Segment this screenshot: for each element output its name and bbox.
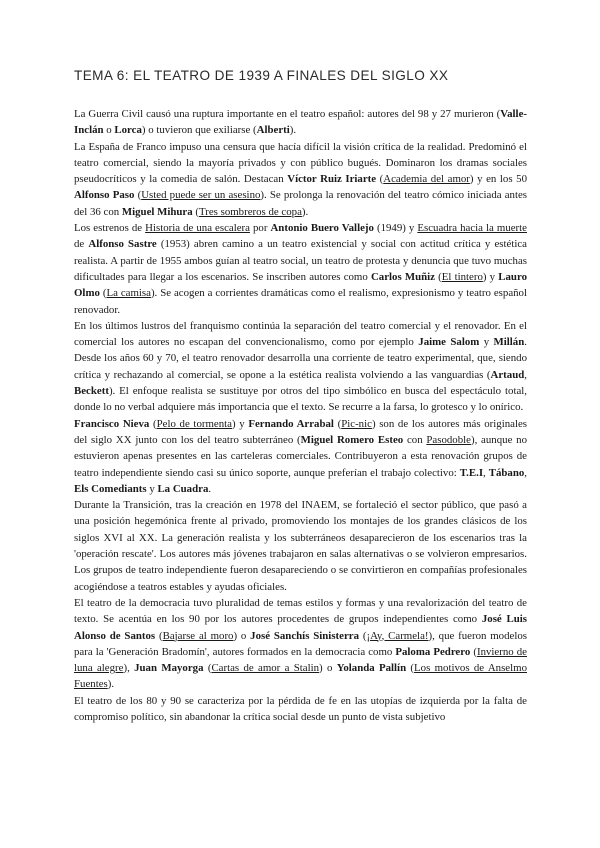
author-name: José Sanchís Sinisterra bbox=[250, 629, 360, 642]
text-run: ). El enfoque realista se sustituye por otros del tipo simbólico en busca del espectáculo total, donde lo no verbal adquiere más importancia que el texto. Se recurre a la farsa, lo grotesco y lo onírico. bbox=[74, 385, 527, 414]
work-title: Pelo de tormenta bbox=[156, 417, 232, 430]
work-title: Tres sombreros de copa bbox=[199, 205, 302, 218]
text-run: ( bbox=[149, 417, 157, 430]
author-name: Millán bbox=[493, 336, 525, 349]
text-run: y bbox=[479, 336, 494, 349]
text-run: ). Se acogen a corrientes dramáticas como el realismo, expresionismo y teatro español renovador. bbox=[74, 287, 527, 316]
author-name: Lorca bbox=[114, 124, 142, 137]
text-run: ). bbox=[301, 205, 309, 218]
text-run: ( bbox=[470, 645, 477, 658]
text-run: ( bbox=[406, 662, 415, 675]
work-title: La camisa bbox=[106, 287, 151, 300]
text-run: ). Se prolonga la renovación del teatro cómico iniciada antes del 36 con bbox=[74, 189, 528, 218]
page-title: TEMA 6: EL TEATRO DE 1939 A FINALES DEL SIGLO XX bbox=[74, 68, 449, 83]
group-name: T.E.I bbox=[459, 466, 484, 479]
text-run: En los últimos lustros del franquismo continúa la separación del teatro comercial y el renovador. En el comercial los autores no escapan del convencionalismo, como por ejemplo bbox=[74, 319, 527, 349]
work-title: Los motivos de Anselmo Fuentes bbox=[74, 662, 527, 691]
author-name: Yolanda Pallín bbox=[336, 662, 407, 675]
author-name: Lauro Olmo bbox=[74, 270, 527, 300]
author-name: Francisco Nieva bbox=[74, 417, 150, 430]
text-run: ) y bbox=[231, 417, 249, 430]
paragraph-4 bbox=[74, 318, 527, 416]
text-run: ( bbox=[434, 270, 442, 283]
work-title: Pasodoble bbox=[426, 433, 471, 446]
text-run: ( bbox=[134, 189, 142, 202]
text-run: ( bbox=[192, 205, 199, 218]
text-run: ), bbox=[123, 662, 135, 675]
text-run: ). bbox=[107, 678, 115, 691]
text-run: por bbox=[249, 222, 271, 235]
text-run: . bbox=[208, 482, 212, 495]
work-title: Escuadra hacia la muerte bbox=[417, 222, 527, 235]
work-title: Cartas de amor a Stalin bbox=[211, 662, 320, 675]
text-run: ) o bbox=[319, 662, 337, 675]
text-run: El teatro de los 80 y 90 se caracteriza por la pérdida de fe en las utopías de izquierda por la falta de compromiso político, sin abandonar la crítica social desde un punto de vista subjetivo bbox=[74, 694, 527, 723]
text-run: ( bbox=[203, 662, 212, 675]
text-run: El teatro de la democracia tuvo pluralidad de temas estilos y formas y una revalorización del teatro de texto. Se acentúa en los 90 por los autores procedentes de grupos independientes como bbox=[74, 596, 527, 626]
work-title: Historia de una escalera bbox=[145, 222, 250, 235]
group-name: La Cuadra bbox=[157, 482, 209, 495]
author-name: Juan Mayorga bbox=[134, 662, 204, 675]
text-run: ( bbox=[333, 417, 342, 430]
paragraph-7 bbox=[74, 595, 527, 693]
text-run: ). bbox=[289, 124, 297, 137]
text-run: , bbox=[524, 466, 528, 479]
text-run: , bbox=[483, 466, 489, 479]
text-run: ) o tuvieron que exiliarse ( bbox=[141, 124, 257, 137]
text-run: Los estrenos de bbox=[74, 222, 146, 235]
text-run: ), aunque no estuvieron apenas presentes en las carteleras comerciales. Contribuyeron a esta renovación grupos de teatro independiente siendo casi su único soporte, aunque preferían el trabajo colectivo: bbox=[74, 433, 527, 479]
work-title: El tintero bbox=[441, 270, 483, 283]
document-body bbox=[74, 106, 527, 725]
author-name: Fernando Arrabal bbox=[248, 417, 334, 430]
work-title: Usted puede ser un asesino bbox=[141, 189, 261, 202]
work-title: Invierno de luna alegre bbox=[74, 645, 527, 675]
author-name: Alfonso Sastre bbox=[88, 238, 157, 251]
text-run: con bbox=[403, 433, 427, 446]
paragraph-1 bbox=[74, 106, 527, 139]
author-name: Alberti bbox=[256, 124, 290, 137]
author-name: Miguel Mihura bbox=[121, 205, 193, 218]
paragraph-5 bbox=[74, 416, 527, 497]
text-run: ), que fueron modelos para la 'Generación Bradomín', autores formados en la democracia como bbox=[74, 629, 527, 658]
author-name: Jaime Salom bbox=[418, 336, 480, 349]
paragraph-3 bbox=[74, 220, 527, 318]
work-title: ¡Ay, Carmela! bbox=[366, 629, 429, 642]
text-run: ) y en los 50 bbox=[469, 173, 527, 186]
text-run: ( bbox=[155, 629, 163, 642]
text-run: o bbox=[103, 124, 115, 137]
paragraph-2 bbox=[74, 139, 527, 220]
text-run: ) y bbox=[482, 270, 499, 283]
author-name: Artaud bbox=[490, 368, 525, 381]
text-run: ( bbox=[376, 173, 384, 186]
group-name: Tábano bbox=[488, 466, 525, 479]
paragraph-6 bbox=[74, 497, 527, 595]
text-run: , bbox=[524, 368, 527, 381]
text-run: ( bbox=[99, 287, 107, 300]
work-title: Academia del amor bbox=[383, 173, 470, 186]
text-run: Durante la Transición, tras la creación en 1978 del INAEM, se fortaleció el sector público, que pasó a una posición hegemónica frente al privado, promoviendo los montajes de los grandes clásicos de los siglos XVI al XX. La generación realista y los subterráneos desaparecieron de los escenarios tras la 'operación rescate'. Los autores más jóvenes trabajaron en salas alternativas o se volvieron empresarios. Los grupos de teatro independiente fueron desapareciendo o se convirtieron en compañías profesionales acogiéndose a teatros estables y ayudas oficiales. bbox=[74, 499, 527, 593]
author-name: José Luis Alonso de Santos bbox=[74, 613, 527, 642]
author-name: Antonio Buero Vallejo bbox=[270, 222, 374, 235]
author-name: Valle-Inclán bbox=[74, 108, 527, 137]
text-run: La España de Franco impuso una censura que hacía difícil la visión crítica de la realidad. Predominó el teatro comercial, siendo la mayoría privados y con público bugués. Dominaron los dramas sociales pseudocríticos y la comedia de salón. Destacan bbox=[74, 140, 527, 186]
text-run: (1949) y bbox=[373, 222, 418, 235]
text-run: ( bbox=[359, 629, 367, 642]
group-name: Els Comediants bbox=[74, 482, 147, 495]
author-name: Carlos Muñiz bbox=[370, 270, 435, 283]
text-run: (1953) abren camino a un teatro existencial y social con actitud crítica y estética realista. A partir de 1955 ambos guían al teatro social, un teatro de protesta y denuncia que tuvo muchas dificultades para llegar a los escenarios. Se inscriben autores como bbox=[74, 238, 527, 283]
work-title: Bajarse al moro bbox=[162, 629, 234, 642]
author-name: Miguel Romero Esteo bbox=[300, 433, 404, 446]
author-name: Víctor Ruiz Iriarte bbox=[287, 173, 377, 186]
author-name: Beckett bbox=[74, 385, 109, 398]
work-title: Pic-nic bbox=[341, 417, 372, 430]
paragraph-8 bbox=[74, 693, 527, 726]
text-run: La Guerra Civil causó una ruptura importante en el teatro español: autores del 98 y 27 murieron ( bbox=[74, 108, 501, 120]
text-run: ) o bbox=[233, 629, 251, 642]
text-run: . Desde los años 60 y 70, el teatro renovador desarrolla una corriente de teatro experimental, que, siendo crítica y rechazando al comercial, se opone a la estética realista volviendo a las vanguardias ( bbox=[74, 336, 527, 381]
author-name: Alfonso Paso bbox=[74, 189, 135, 202]
text-run: de bbox=[74, 238, 89, 251]
text-run: ) son de los autores más originales del siglo XX junto con los del teatro subterráneo ( bbox=[74, 417, 527, 446]
author-name: Paloma Pedrero bbox=[395, 645, 471, 658]
text-run: y bbox=[146, 482, 158, 495]
